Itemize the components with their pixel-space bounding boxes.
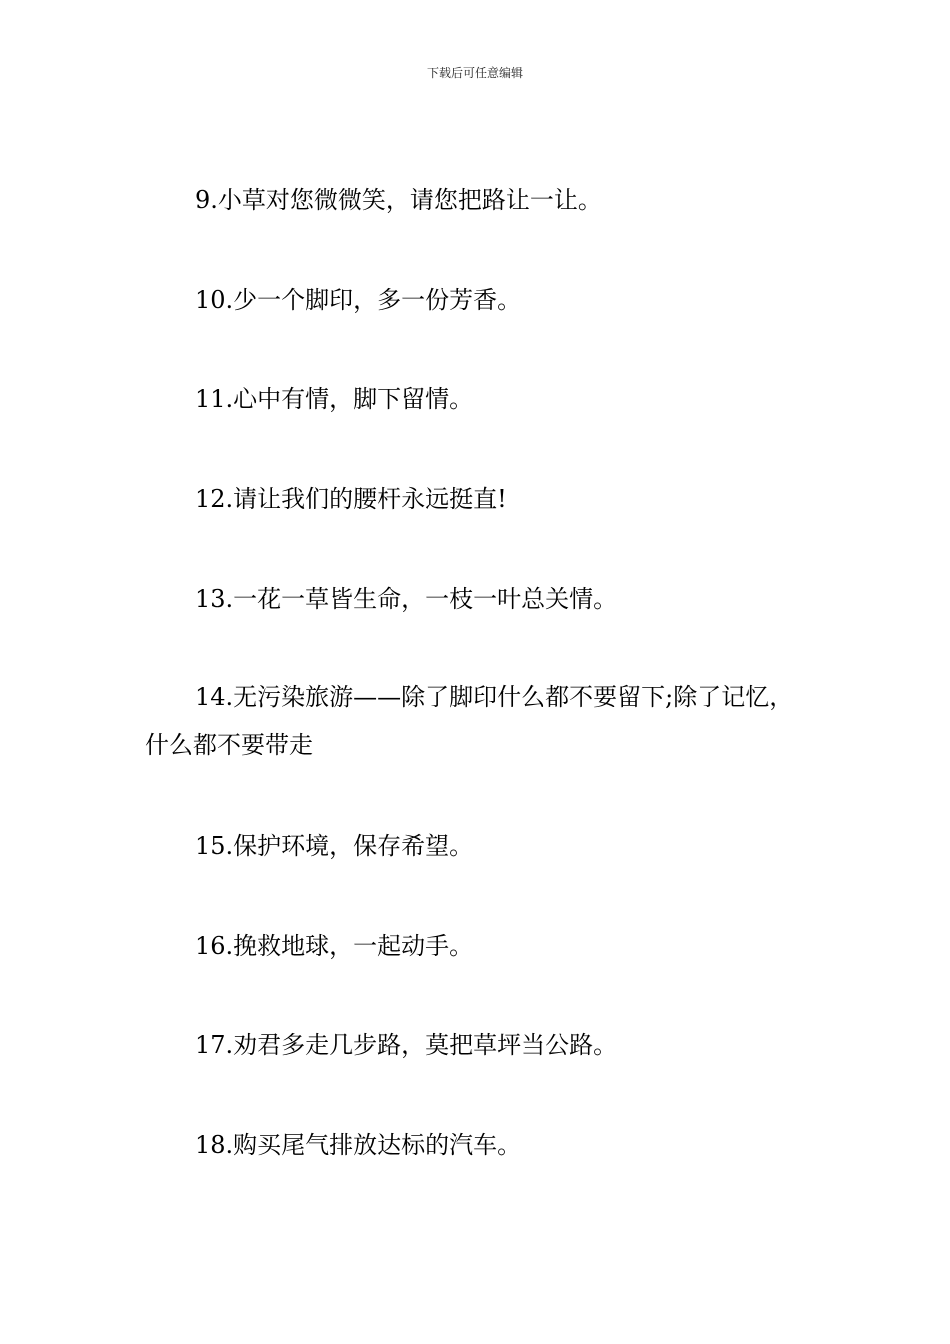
slogan-15: 15.保护环境，保存希望。 <box>195 832 474 860</box>
slogan-13: 13.一花一草皆生命，一枝一叶总关情。 <box>195 585 618 613</box>
slogan-18: 18.购买尾气排放达标的汽车。 <box>195 1131 522 1159</box>
slogan-14: 14.无污染旅游——除了脚印什么都不要留下;除了记忆，什么都不要带走 <box>145 683 794 759</box>
slogan-11: 11.心中有情，脚下留情。 <box>195 385 474 413</box>
slogan-12: 12.请让我们的腰杆永远挺直! <box>195 485 507 513</box>
slogan-17: 17.劝君多走几步路，莫把草坪当公路。 <box>195 1031 618 1059</box>
slogan-9: 9.小草对您微微笑，请您把路让一让。 <box>195 186 602 214</box>
slogan-10: 10.少一个脚印，多一份芳香。 <box>195 286 522 314</box>
slogan-16: 16.挽救地球，一起动手。 <box>195 932 474 960</box>
page-header: 下载后可任意编辑 <box>426 66 523 80</box>
